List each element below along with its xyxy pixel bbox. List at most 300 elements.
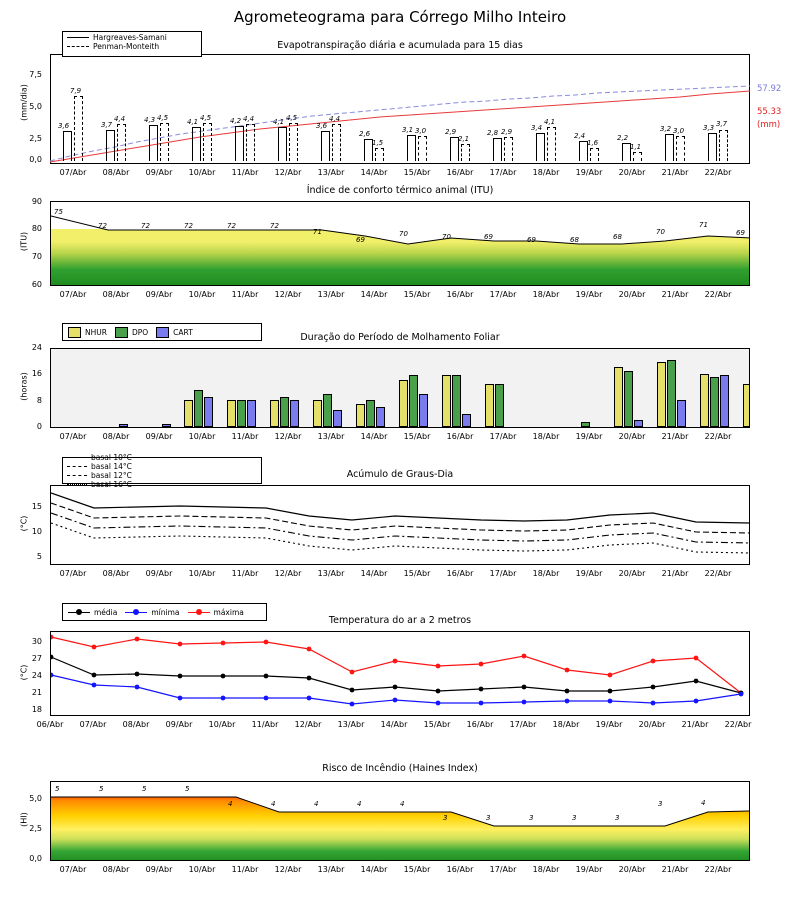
x-tick-et-8: 15/Abr bbox=[403, 168, 431, 177]
line-sample-dashed-icon bbox=[67, 475, 87, 476]
hi-value-13: 3 bbox=[572, 814, 577, 822]
dpmf-bar-cart-9 bbox=[419, 394, 428, 427]
x-tick-temp-10: 16/Abr bbox=[466, 720, 494, 729]
panel-title-hi: Risco de Incêndio (Haines Index) bbox=[322, 763, 478, 774]
x-tick-gd-14: 21/Abr bbox=[661, 569, 689, 578]
dpmf-bar-dpo-10 bbox=[452, 375, 461, 427]
y-tick-hi-2: 5,0 bbox=[29, 794, 42, 803]
y-tick-et-1: 2,5 bbox=[29, 134, 42, 143]
y-tick-temp-2: 24 bbox=[31, 671, 42, 680]
legend-label-penman: Penman-Monteith bbox=[93, 42, 160, 51]
y-tick-gd-0: 5 bbox=[36, 552, 42, 561]
plot-area-gd bbox=[50, 485, 750, 565]
legend-item-media bbox=[68, 608, 117, 617]
x-tick-itu-7: 14/Abr bbox=[360, 290, 388, 299]
x-tick-gd-9: 16/Abr bbox=[446, 569, 474, 578]
x-tick-et-12: 19/Abr bbox=[575, 168, 603, 177]
panel-leaf-wetness bbox=[0, 320, 800, 450]
et-bar-hs-16 bbox=[708, 133, 717, 161]
hi-value-1: 5 bbox=[55, 785, 60, 793]
x-tick-gd-5: 12/Abr bbox=[274, 569, 302, 578]
dpmf-bar-nhur-4 bbox=[184, 400, 193, 427]
dpmf-bar-dpo-5 bbox=[237, 400, 246, 427]
x-tick-itu-12: 19/Abr bbox=[575, 290, 603, 299]
y-axis-label-hi: (HI) bbox=[19, 812, 29, 827]
hi-value-5: 4 bbox=[228, 800, 233, 808]
x-tick-temp-5: 11/Abr bbox=[251, 720, 279, 729]
x-tick-temp-9: 15/Abr bbox=[423, 720, 451, 729]
et-value-hs-1: 3,6 bbox=[58, 122, 70, 130]
x-tick-temp-8: 14/Abr bbox=[380, 720, 408, 729]
x-tick-temp-16: 22/Abr bbox=[724, 720, 752, 729]
x-tick-et-5: 12/Abr bbox=[274, 168, 302, 177]
x-tick-temp-4: 10/Abr bbox=[208, 720, 236, 729]
et-bar-pm-1 bbox=[74, 96, 83, 161]
et-value-hs-9: 3,1 bbox=[402, 126, 414, 134]
dpmf-bar-cart-14 bbox=[677, 400, 686, 427]
legend-item-hargreaves bbox=[67, 33, 167, 42]
et-value-pm-15: 3,0 bbox=[673, 127, 685, 135]
et-value-hs-5: 4,2 bbox=[230, 117, 242, 125]
x-tick-itu-3: 10/Abr bbox=[188, 290, 216, 299]
dpmf-bar-dpo-13 bbox=[624, 371, 633, 427]
legend-dpmf bbox=[62, 323, 262, 341]
line-sample-dotted-icon bbox=[67, 484, 87, 485]
et-bar-pm-14 bbox=[633, 152, 642, 161]
legend-item-basal12 bbox=[67, 471, 155, 480]
x-tick-itu-13: 20/Abr bbox=[618, 290, 646, 299]
x-tick-hi-0: 07/Abr bbox=[59, 865, 87, 874]
x-tick-gd-2: 09/Abr bbox=[145, 569, 173, 578]
line-sample-solid-icon bbox=[67, 457, 87, 458]
line-sample-dashed-icon bbox=[67, 46, 89, 47]
x-tick-hi-9: 16/Abr bbox=[446, 865, 474, 874]
dpmf-bar-dpo-11 bbox=[495, 384, 504, 427]
x-tick-itu-0: 07/Abr bbox=[59, 290, 87, 299]
dpmf-bar-dpo-9 bbox=[409, 375, 418, 427]
dpmf-bar-dpo-15 bbox=[710, 377, 719, 427]
x-tick-hi-1: 08/Abr bbox=[102, 865, 130, 874]
x-tick-hi-13: 20/Abr bbox=[618, 865, 646, 874]
panel-itu bbox=[0, 185, 800, 310]
dpmf-bar-dpo-14 bbox=[667, 360, 676, 427]
dpmf-bar-cart-5 bbox=[247, 400, 256, 427]
y-tick-temp-4: 30 bbox=[31, 637, 42, 646]
itu-value-12: 69 bbox=[527, 236, 536, 244]
dpmf-bar-nhur-15 bbox=[700, 374, 709, 427]
legend-label-basal12: basal 12°C bbox=[91, 470, 132, 480]
dpmf-bar-cart-15 bbox=[720, 375, 729, 427]
y-tick-et-0: 0,0 bbox=[29, 155, 42, 164]
et-value-pm-8: 1,5 bbox=[372, 139, 384, 147]
et-value-hs-16: 3,3 bbox=[703, 124, 715, 132]
et-bar-pm-5 bbox=[246, 124, 255, 161]
legend-label-basal14: basal 14°C bbox=[91, 461, 132, 471]
swatch-dpo-icon bbox=[115, 327, 128, 338]
et-bar-hs-9 bbox=[407, 135, 416, 161]
x-tick-hi-8: 15/Abr bbox=[403, 865, 431, 874]
legend-label-maxima: máxima bbox=[213, 607, 244, 617]
y-tick-temp-0: 18 bbox=[31, 705, 42, 714]
hi-value-7: 4 bbox=[314, 800, 319, 808]
dpmf-bar-cart-3 bbox=[162, 424, 171, 427]
page-title: Agrometeograma para Córrego Milho Inteiro bbox=[233, 8, 567, 26]
itu-curve-svg bbox=[51, 202, 750, 286]
et-bar-pm-2 bbox=[117, 124, 126, 161]
et-bar-hs-5 bbox=[235, 126, 244, 161]
y-axis-label-gd: (°C) bbox=[19, 515, 29, 532]
x-tick-dpmf-11: 18/Abr bbox=[532, 432, 560, 441]
itu-value-4: 72 bbox=[184, 222, 193, 230]
x-tick-dpmf-1: 08/Abr bbox=[102, 432, 130, 441]
x-tick-itu-11: 18/Abr bbox=[532, 290, 560, 299]
legend-item-nhur bbox=[68, 327, 107, 338]
x-tick-dpmf-13: 20/Abr bbox=[618, 432, 646, 441]
et-bar-pm-11 bbox=[504, 137, 513, 161]
panel-air-temperature bbox=[0, 600, 800, 740]
y-tick-hi-1: 2,5 bbox=[29, 824, 42, 833]
hi-curve-svg bbox=[51, 782, 750, 861]
x-tick-et-7: 14/Abr bbox=[360, 168, 388, 177]
x-tick-et-13: 20/Abr bbox=[618, 168, 646, 177]
x-tick-hi-4: 11/Abr bbox=[231, 865, 259, 874]
legend-temp bbox=[62, 603, 267, 621]
y-tick-temp-1: 21 bbox=[31, 688, 42, 697]
itu-value-5: 72 bbox=[227, 222, 236, 230]
dpmf-bar-nhur-13 bbox=[614, 367, 623, 427]
legend-item-maxima bbox=[188, 608, 244, 617]
y-tick-itu-1: 70 bbox=[31, 252, 42, 261]
y-tick-temp-3: 27 bbox=[31, 654, 42, 663]
legend-item-basal16 bbox=[67, 480, 155, 489]
et-bar-pm-6 bbox=[289, 123, 298, 161]
itu-value-7: 71 bbox=[313, 228, 322, 236]
x-tick-temp-11: 17/Abr bbox=[509, 720, 537, 729]
y-tick-dpmf-2: 16 bbox=[31, 369, 42, 378]
x-tick-itu-8: 15/Abr bbox=[403, 290, 431, 299]
panel-title-et: Evapotranspiração diária e acumulada para 15 dias bbox=[277, 40, 523, 51]
itu-value-6: 72 bbox=[270, 222, 279, 230]
x-tick-gd-8: 15/Abr bbox=[403, 569, 431, 578]
x-tick-dpmf-15: 22/Abr bbox=[704, 432, 732, 441]
et-bar-pm-4 bbox=[203, 123, 212, 161]
line-sample-solid-icon bbox=[67, 37, 89, 38]
x-tick-hi-6: 13/Abr bbox=[317, 865, 345, 874]
x-tick-itu-5: 12/Abr bbox=[274, 290, 302, 299]
x-tick-gd-13: 20/Abr bbox=[618, 569, 646, 578]
hi-value-6: 4 bbox=[271, 800, 276, 808]
dpmf-bar-nhur-16 bbox=[743, 384, 750, 427]
legend-item-cart bbox=[156, 327, 193, 338]
hi-value-16: 4 bbox=[701, 799, 706, 807]
x-tick-hi-7: 14/Abr bbox=[360, 865, 388, 874]
marker-media-icon bbox=[68, 608, 90, 616]
et-bar-hs-3 bbox=[149, 125, 158, 161]
legend-item-basal14 bbox=[67, 462, 155, 471]
x-tick-hi-5: 12/Abr bbox=[274, 865, 302, 874]
dpmf-bar-dpo-6 bbox=[280, 397, 289, 427]
x-tick-dpmf-6: 13/Abr bbox=[317, 432, 345, 441]
et-value-pm-3: 4,5 bbox=[157, 114, 169, 122]
et-value-pm-14: 1,1 bbox=[630, 143, 642, 151]
x-tick-gd-6: 13/Abr bbox=[317, 569, 345, 578]
panel-evapotranspiration bbox=[0, 30, 800, 175]
et-value-hs-2: 3,7 bbox=[101, 121, 113, 129]
dpmf-bar-dpo-12 bbox=[581, 422, 590, 427]
x-tick-et-4: 11/Abr bbox=[231, 168, 259, 177]
x-tick-gd-7: 14/Abr bbox=[360, 569, 388, 578]
x-tick-hi-12: 19/Abr bbox=[575, 865, 603, 874]
accum-label-hargreaves: 55.33 bbox=[757, 107, 782, 117]
legend-label-basal10: basal 10°C bbox=[91, 452, 132, 462]
dpmf-bar-nhur-7 bbox=[313, 400, 322, 427]
et-value-hs-3: 4,3 bbox=[144, 116, 156, 124]
itu-value-16: 71 bbox=[699, 221, 708, 229]
x-tick-hi-14: 21/Abr bbox=[661, 865, 689, 874]
et-bar-hs-6 bbox=[278, 127, 287, 161]
swatch-nhur-icon bbox=[68, 327, 81, 338]
et-bar-pm-16 bbox=[719, 130, 728, 161]
x-tick-gd-4: 11/Abr bbox=[231, 569, 259, 578]
legend-item-dpo bbox=[115, 327, 148, 338]
dpmf-bar-nhur-8 bbox=[356, 404, 365, 427]
x-tick-gd-3: 10/Abr bbox=[188, 569, 216, 578]
et-value-pm-9: 3,0 bbox=[415, 127, 427, 135]
x-tick-hi-15: 22/Abr bbox=[704, 865, 732, 874]
x-tick-temp-3: 09/Abr bbox=[165, 720, 193, 729]
et-value-pm-16: 3,7 bbox=[716, 120, 728, 128]
y-axis-label-itu: (ITU) bbox=[19, 231, 29, 252]
x-tick-dpmf-7: 14/Abr bbox=[360, 432, 388, 441]
itu-value-10: 70 bbox=[442, 233, 451, 241]
et-bar-pm-13 bbox=[590, 148, 599, 161]
legend-label-hargreaves: Hargreaves-Samani bbox=[93, 33, 167, 42]
x-tick-et-0: 07/Abr bbox=[59, 168, 87, 177]
et-value-pm-11: 2,9 bbox=[501, 128, 513, 136]
hi-value-15: 3 bbox=[658, 800, 663, 808]
hi-value-11: 3 bbox=[486, 814, 491, 822]
dpmf-bar-nhur-11 bbox=[485, 384, 494, 427]
dpmf-bar-dpo-7 bbox=[323, 394, 332, 427]
x-tick-temp-15: 21/Abr bbox=[681, 720, 709, 729]
x-tick-temp-0: 06/Abr bbox=[36, 720, 64, 729]
et-value-pm-10: 2,1 bbox=[458, 135, 470, 143]
panel-title-itu: Índice de conforto térmico animal (ITU) bbox=[306, 185, 494, 196]
et-value-hs-4: 4,1 bbox=[187, 118, 199, 126]
et-value-hs-12: 3,4 bbox=[531, 124, 543, 132]
y-tick-hi-0: 0,0 bbox=[29, 854, 42, 863]
dpmf-bar-cart-4 bbox=[204, 397, 213, 427]
x-tick-et-9: 16/Abr bbox=[446, 168, 474, 177]
et-value-hs-14: 2,2 bbox=[617, 134, 629, 142]
legend-gd bbox=[62, 452, 262, 489]
x-tick-itu-2: 09/Abr bbox=[145, 290, 173, 299]
x-tick-et-14: 21/Abr bbox=[661, 168, 689, 177]
itu-value-3: 72 bbox=[141, 222, 150, 230]
accum-label-unit: (mm) bbox=[757, 120, 781, 130]
y-axis-label-temp: (°C) bbox=[19, 664, 29, 681]
dpmf-bar-cart-6 bbox=[290, 400, 299, 427]
et-value-hs-15: 3,2 bbox=[660, 125, 672, 133]
et-bar-pm-7 bbox=[332, 124, 341, 161]
et-value-hs-13: 2,4 bbox=[574, 132, 586, 140]
hi-value-9: 4 bbox=[400, 800, 405, 808]
x-tick-gd-0: 07/Abr bbox=[59, 569, 87, 578]
y-tick-gd-1: 10 bbox=[31, 527, 42, 536]
itu-value-8: 69 bbox=[356, 236, 365, 244]
y-tick-et-3: 7,5 bbox=[29, 70, 42, 79]
itu-value-17: 69 bbox=[736, 229, 745, 237]
y-axis-label-dpmf: (horas) bbox=[19, 372, 29, 401]
x-tick-itu-1: 08/Abr bbox=[102, 290, 130, 299]
y-tick-itu-0: 60 bbox=[31, 280, 42, 289]
et-bar-pm-9 bbox=[418, 136, 427, 161]
et-bar-hs-4 bbox=[192, 127, 201, 161]
itu-value-11: 69 bbox=[484, 233, 493, 241]
x-tick-et-15: 22/Abr bbox=[704, 168, 732, 177]
swatch-cart-icon bbox=[156, 327, 169, 338]
hi-value-12: 3 bbox=[529, 814, 534, 822]
marker-minima-icon bbox=[125, 608, 147, 616]
x-tick-temp-7: 13/Abr bbox=[337, 720, 365, 729]
x-tick-dpmf-3: 10/Abr bbox=[188, 432, 216, 441]
x-tick-et-6: 13/Abr bbox=[317, 168, 345, 177]
plot-area-dpmf bbox=[50, 348, 750, 428]
et-bar-hs-11 bbox=[493, 138, 502, 161]
dpmf-bar-cart-8 bbox=[376, 407, 385, 427]
legend-item-penman bbox=[67, 42, 159, 51]
et-value-hs-8: 2,6 bbox=[359, 130, 371, 138]
legend-item-basal10 bbox=[67, 453, 155, 462]
y-tick-et-2: 5,0 bbox=[29, 102, 42, 111]
et-bar-hs-2 bbox=[106, 130, 115, 161]
x-tick-temp-1: 07/Abr bbox=[79, 720, 107, 729]
x-tick-hi-2: 09/Abr bbox=[145, 865, 173, 874]
dpmf-bar-cart-10 bbox=[462, 414, 471, 427]
x-tick-hi-3: 10/Abr bbox=[188, 865, 216, 874]
itu-value-9: 70 bbox=[399, 230, 408, 238]
dpmf-bar-nhur-6 bbox=[270, 400, 279, 427]
et-bar-pm-15 bbox=[676, 136, 685, 161]
accum-label-penman: 57.92 bbox=[757, 84, 782, 94]
et-value-hs-10: 2,9 bbox=[445, 128, 457, 136]
temp-curves-svg bbox=[51, 632, 750, 716]
x-tick-dpmf-10: 17/Abr bbox=[489, 432, 517, 441]
y-tick-dpmf-0: 0 bbox=[36, 422, 42, 431]
y-tick-itu-2: 80 bbox=[31, 224, 42, 233]
x-tick-gd-11: 18/Abr bbox=[532, 569, 560, 578]
et-value-hs-7: 3,6 bbox=[316, 122, 328, 130]
y-axis-label-et: (mm/dia) bbox=[19, 84, 29, 121]
x-tick-dpmf-4: 11/Abr bbox=[231, 432, 259, 441]
x-tick-itu-10: 17/Abr bbox=[489, 290, 517, 299]
x-tick-gd-1: 08/Abr bbox=[102, 569, 130, 578]
x-tick-itu-4: 11/Abr bbox=[231, 290, 259, 299]
x-tick-et-3: 10/Abr bbox=[188, 168, 216, 177]
panel-fire-risk bbox=[0, 755, 800, 885]
dpmf-bar-cart-13 bbox=[634, 420, 643, 427]
x-tick-temp-6: 12/Abr bbox=[294, 720, 322, 729]
et-bar-hs-1 bbox=[63, 131, 72, 161]
y-tick-gd-2: 15 bbox=[31, 502, 42, 511]
itu-value-15: 70 bbox=[656, 228, 665, 236]
plot-area-hi bbox=[50, 781, 750, 861]
et-value-pm-4: 4,5 bbox=[200, 114, 212, 122]
y-tick-dpmf-3: 24 bbox=[31, 343, 42, 352]
panel-title-dpmf: Duração do Período de Molhamento Foliar bbox=[300, 332, 500, 343]
y-tick-itu-3: 90 bbox=[31, 197, 42, 206]
x-tick-dpmf-5: 12/Abr bbox=[274, 432, 302, 441]
et-bar-pm-3 bbox=[160, 123, 169, 161]
x-tick-dpmf-2: 09/Abr bbox=[145, 432, 173, 441]
x-tick-dpmf-0: 07/Abr bbox=[59, 432, 87, 441]
hi-value-2: 5 bbox=[99, 785, 104, 793]
gd-curves-svg bbox=[51, 486, 750, 565]
itu-value-1: 75 bbox=[54, 208, 63, 216]
et-value-pm-1: 7,9 bbox=[70, 87, 82, 95]
x-tick-itu-9: 16/Abr bbox=[446, 290, 474, 299]
legend-et bbox=[62, 31, 202, 57]
x-tick-gd-10: 17/Abr bbox=[489, 569, 517, 578]
et-bar-hs-15 bbox=[665, 134, 674, 161]
et-bar-hs-7 bbox=[321, 131, 330, 161]
hi-value-10: 3 bbox=[443, 814, 448, 822]
marker-maxima-icon bbox=[188, 608, 210, 616]
legend-label-nhur: NHUR bbox=[85, 327, 107, 337]
dpmf-bar-nhur-9 bbox=[399, 380, 408, 427]
x-tick-dpmf-12: 19/Abr bbox=[575, 432, 603, 441]
x-tick-et-11: 18/Abr bbox=[532, 168, 560, 177]
dpmf-bar-nhur-14 bbox=[657, 362, 666, 427]
et-value-pm-5: 4,4 bbox=[243, 115, 255, 123]
legend-item-minima bbox=[125, 608, 179, 617]
x-tick-et-2: 09/Abr bbox=[145, 168, 173, 177]
et-value-hs-6: 4,1 bbox=[273, 118, 285, 126]
legend-label-dpo: DPO bbox=[131, 327, 149, 337]
et-bar-hs-12 bbox=[536, 133, 545, 161]
dpmf-bar-dpo-8 bbox=[366, 400, 375, 427]
x-tick-gd-12: 19/Abr bbox=[575, 569, 603, 578]
line-sample-dashdot-icon bbox=[67, 466, 87, 467]
et-value-pm-7: 4,4 bbox=[329, 115, 341, 123]
y-tick-dpmf-1: 8 bbox=[36, 396, 42, 405]
plot-area-temp bbox=[50, 631, 750, 716]
hi-value-14: 3 bbox=[615, 814, 620, 822]
dpmf-bar-dpo-4 bbox=[194, 390, 203, 427]
x-tick-dpmf-8: 15/Abr bbox=[403, 432, 431, 441]
hi-value-4: 5 bbox=[185, 785, 190, 793]
hi-value-8: 4 bbox=[357, 800, 362, 808]
legend-label-basal16: basal 16°C bbox=[91, 479, 132, 489]
x-tick-gd-15: 22/Abr bbox=[704, 569, 732, 578]
itu-value-13: 68 bbox=[570, 236, 579, 244]
et-value-pm-12: 4,1 bbox=[544, 118, 556, 126]
et-bar-pm-10 bbox=[461, 144, 470, 161]
x-tick-dpmf-9: 16/Abr bbox=[446, 432, 474, 441]
x-tick-temp-2: 08/Abr bbox=[122, 720, 150, 729]
x-tick-et-1: 08/Abr bbox=[102, 168, 130, 177]
x-tick-itu-14: 21/Abr bbox=[661, 290, 689, 299]
x-tick-hi-10: 17/Abr bbox=[489, 865, 517, 874]
dpmf-bar-nhur-10 bbox=[442, 375, 451, 427]
x-tick-hi-11: 18/Abr bbox=[532, 865, 560, 874]
itu-value-14: 68 bbox=[613, 233, 622, 241]
legend-label-media: média bbox=[94, 607, 118, 617]
et-value-hs-11: 2,8 bbox=[487, 129, 499, 137]
legend-label-cart: CART bbox=[173, 327, 193, 337]
dpmf-bar-nhur-5 bbox=[227, 400, 236, 427]
et-bar-pm-12 bbox=[547, 127, 556, 161]
